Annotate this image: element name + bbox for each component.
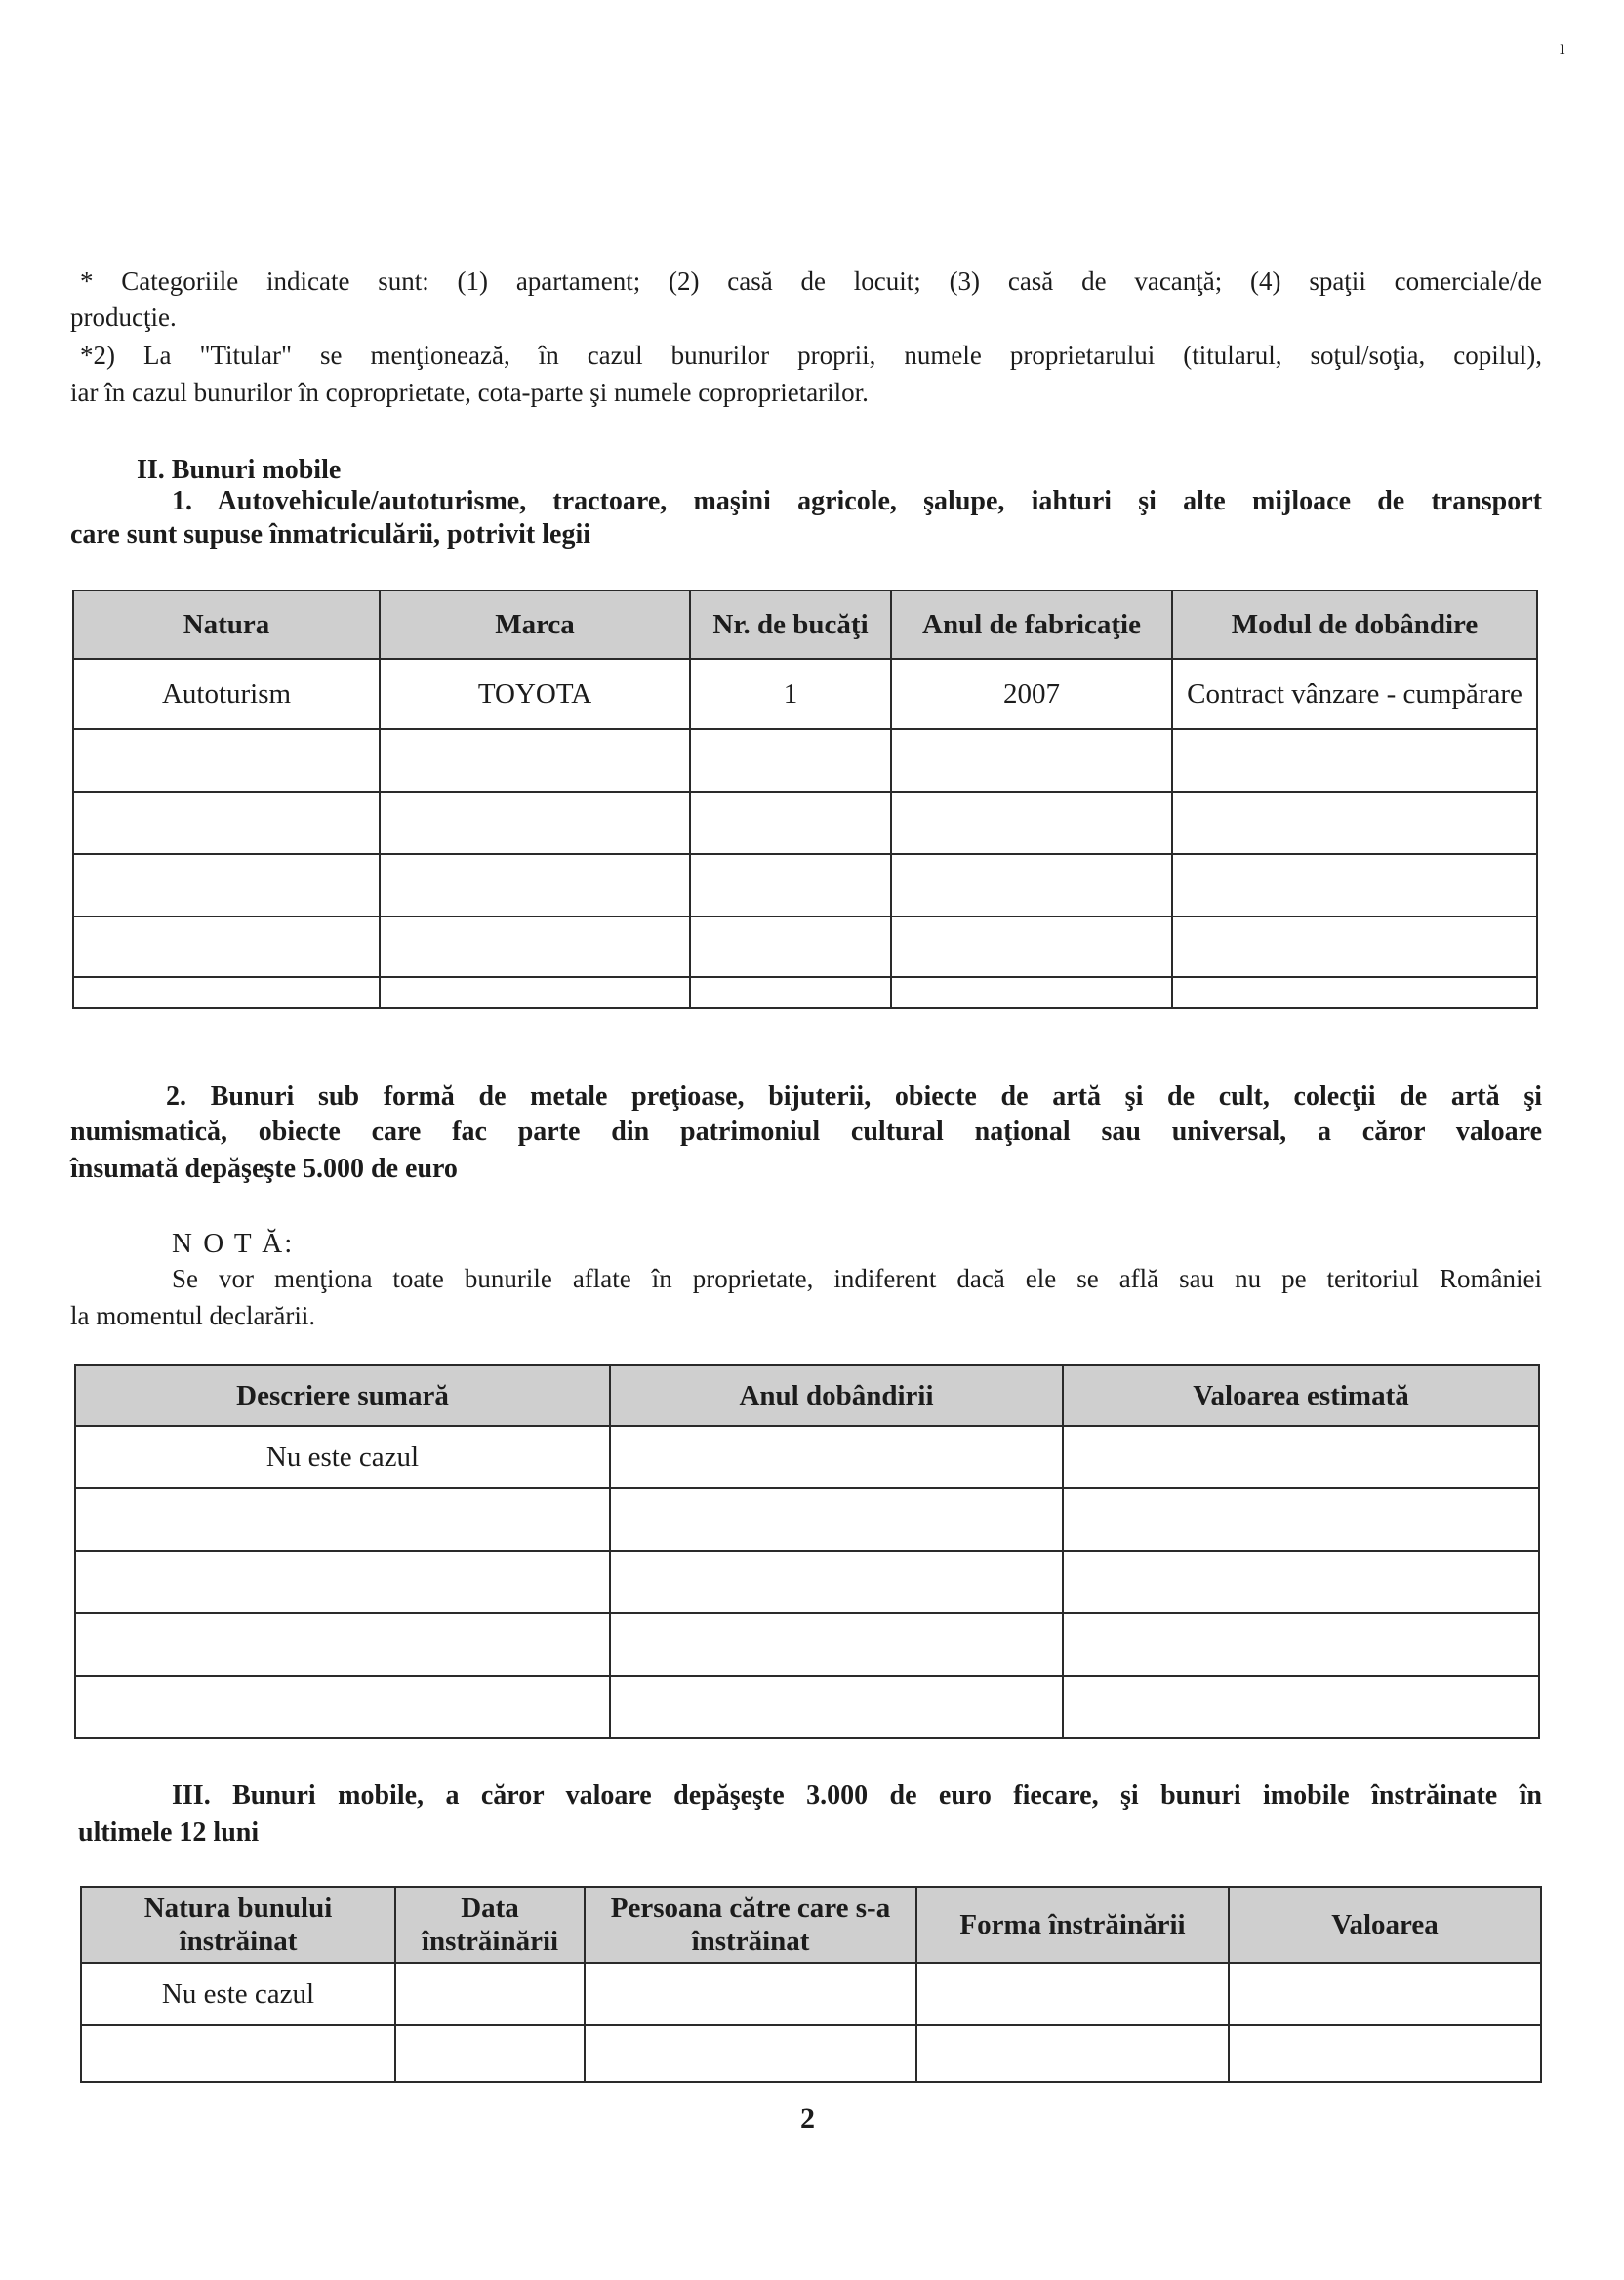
table-cell — [610, 1613, 1063, 1676]
table-cell — [690, 854, 891, 916]
header-anul-fabricatie: Anul de fabricaţie — [891, 590, 1172, 659]
table-cell — [690, 916, 891, 977]
table-cell — [610, 1551, 1063, 1613]
table-cell: TOYOTA — [380, 659, 690, 729]
header-forma-instrainarii: Forma înstrăinării — [916, 1887, 1229, 1963]
table-cell — [1229, 2025, 1541, 2082]
table-cell — [380, 792, 690, 854]
header-natura: Natura — [73, 590, 380, 659]
table-cell — [916, 1963, 1229, 2025]
table-cell — [891, 729, 1172, 792]
corner-mark: ı — [1560, 37, 1565, 59]
section-2-heading: II. Bunuri mobile — [137, 455, 342, 485]
footnote-2-line-1: *2) La "Titular" se menţionează, în cazul bunurilor proprii, numele proprietarului (titularul, soţul/soţia, copilul), — [80, 341, 1542, 370]
table-cell — [380, 854, 690, 916]
table-cell — [610, 1426, 1063, 1488]
table-row — [73, 729, 1537, 792]
table-cell — [75, 1676, 610, 1738]
table-cell — [585, 2025, 916, 2082]
vehicles-table-header — [73, 590, 1537, 659]
table-cell — [891, 854, 1172, 916]
table-row — [75, 1551, 1539, 1613]
table-cell — [1063, 1551, 1539, 1613]
subsection-1-line-1: 1. Autovehicule/autoturisme, tractoare, maşini agricole, şalupe, iahturi şi alte mijloace de transport — [172, 486, 1542, 516]
table-cell — [1063, 1488, 1539, 1551]
valuables-table — [74, 1364, 1540, 1739]
table-cell — [690, 977, 891, 1008]
subsection-1-line-2: care sunt supuse înmatriculării, potrivit legii — [70, 519, 591, 550]
table-cell — [395, 1963, 585, 2025]
table-cell — [380, 916, 690, 977]
vehicles-table — [72, 590, 1538, 1009]
footnote-1-line-2: producţie. — [70, 303, 177, 332]
table-row — [73, 792, 1537, 854]
table-cell — [1063, 1613, 1539, 1676]
table-cell — [1172, 854, 1537, 916]
nota-title: N O T Ă: — [172, 1228, 295, 1259]
table-cell — [891, 916, 1172, 977]
table-row — [81, 2025, 1541, 2082]
subsection-2-line-1: 2. Bunuri sub formă de metale preţioase, bijuterii, obiecte de artă şi de cult, colecţii de artă şi — [166, 1081, 1542, 1112]
table-cell — [73, 977, 380, 1008]
table-cell — [81, 2025, 395, 2082]
table-cell — [1063, 1426, 1539, 1488]
table-cell: 1 — [690, 659, 891, 729]
table-cell: Autoturism — [73, 659, 380, 729]
table-row — [75, 1613, 1539, 1676]
table-cell: Nu este cazul — [75, 1426, 610, 1488]
alienated-goods-table — [80, 1886, 1542, 2083]
table-row — [73, 854, 1537, 916]
header-natura-bunului: Natura bunului înstrăinat — [81, 1887, 395, 1963]
subsection-2-line-2: numismatică, obiecte care fac parte din patrimoniul cultural naţional sau universal, a căror valoare — [70, 1117, 1542, 1147]
header-valoarea-estimata: Valoarea estimată — [1063, 1365, 1539, 1426]
table-cell — [1172, 977, 1537, 1008]
table-cell — [73, 916, 380, 977]
table-cell — [610, 1488, 1063, 1551]
valuables-table-header — [75, 1365, 1539, 1426]
header-descriere: Descriere sumară — [75, 1365, 610, 1426]
table-cell: Contract vânzare - cumpărare — [1172, 659, 1537, 729]
table-cell — [1063, 1676, 1539, 1738]
table-cell — [916, 2025, 1229, 2082]
header-nr-bucati: Nr. de bucăţi — [690, 590, 891, 659]
table-cell — [1172, 792, 1537, 854]
header-anul-dobandirii: Anul dobândirii — [610, 1365, 1063, 1426]
header-modul-dobandire: Modul de dobândire — [1172, 590, 1537, 659]
section-3-heading-line-2: ultimele 12 luni — [78, 1817, 260, 1848]
table-cell — [891, 977, 1172, 1008]
table-cell — [610, 1676, 1063, 1738]
footnote-1-line-1: * Categoriile indicate sunt: (1) apartament; (2) casă de locuit; (3) casă de vacanţă; (4) spaţii comerciale/de — [80, 266, 1542, 296]
table-cell — [690, 792, 891, 854]
table-cell — [1229, 1963, 1541, 2025]
table-cell — [73, 854, 380, 916]
section-3-heading-line-1: III. Bunuri mobile, a căror valoare depăşeşte 3.000 de euro fiecare, şi bunuri imobile înstrăinate în — [172, 1780, 1542, 1811]
table-row — [73, 916, 1537, 977]
table-cell: 2007 — [891, 659, 1172, 729]
header-marca: Marca — [380, 590, 690, 659]
table-cell — [73, 792, 380, 854]
table-cell — [75, 1613, 610, 1676]
table-cell — [75, 1551, 610, 1613]
page-number: 2 — [800, 2102, 815, 2135]
header-persoana: Persoana către care s-a înstrăinat — [585, 1887, 916, 1963]
table-row — [73, 977, 1537, 1008]
subsection-2-line-3: însumată depăşeşte 5.000 de euro — [70, 1154, 458, 1184]
table-cell — [891, 792, 1172, 854]
header-data-instrainarii: Data înstrăinării — [395, 1887, 585, 1963]
table-cell — [395, 2025, 585, 2082]
table-cell — [380, 729, 690, 792]
table-cell — [380, 977, 690, 1008]
table-row — [73, 659, 1537, 729]
nota-line-1: Se vor menţiona toate bunurile aflate în proprietate, indiferent dacă ele se află sau nu pe teritoriul României — [172, 1264, 1542, 1293]
footnote-2-line-2: iar în cazul bunurilor în coproprietate, cota-parte şi numele coproprietarilor. — [70, 378, 869, 407]
table-row — [81, 1963, 1541, 2025]
nota-line-2: la momentul declarării. — [70, 1301, 316, 1330]
table-cell — [1172, 729, 1537, 792]
table-row — [75, 1676, 1539, 1738]
header-valoarea: Valoarea — [1229, 1887, 1541, 1963]
table-cell — [585, 1963, 916, 2025]
table-cell: Nu este cazul — [81, 1963, 395, 2025]
table-row — [75, 1426, 1539, 1488]
table-cell — [73, 729, 380, 792]
table-cell — [75, 1488, 610, 1551]
table-cell — [1172, 916, 1537, 977]
alienated-table-header — [81, 1887, 1541, 1963]
table-row — [75, 1488, 1539, 1551]
table-cell — [690, 729, 891, 792]
